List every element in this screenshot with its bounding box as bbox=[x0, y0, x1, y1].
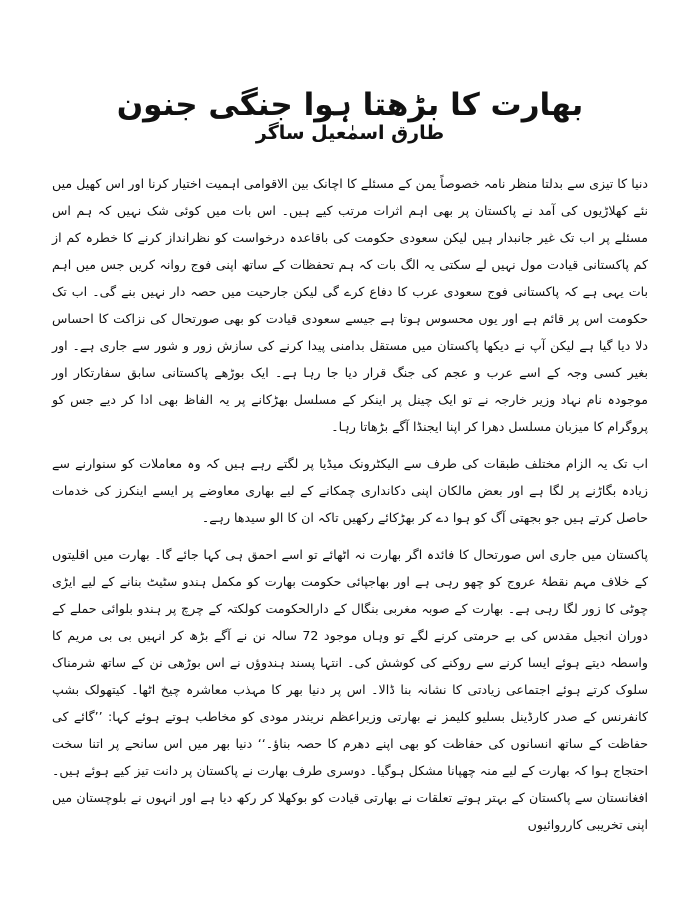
article-paragraph: اب تک یہ الزام مختلف طبقات کی طرف سے الیکٹرونک میڈیا پر لگتے رہے ہیں کہ وہ معاملات کو سنوارنے سے زیادہ بگاڑنے پر لگا ہے اور بعض مالکان اپنی دکانداری چمکانے کے لیے بھاری معاوضے پر ایسے اینکرز کی خدمات حاصل کرتے ہیں جو بجھتی آگ کو ہوا دے کر بھڑکائے رکھیں تاکہ ان کا الو سیدھا رہے۔ bbox=[52, 456, 648, 525]
article-paragraph: پاکستان میں جاری اس صورتحال کا فائدہ اگر بھارت نہ اٹھائے تو اسے احمق ہی کہا جائے گا۔ بھارت میں اقلیتوں کے خلاف مہم نقطۂ عروج کو چھو رہی ہے اور بھاجپائی حکومت بھارت کو مکمل ہندو سٹیٹ بنانے کے لیے ایڑی چوٹی کا زور لگا رہی ہے۔ بھارت کے صوبہ مغربی بنگال کے دارالحکومت کولکتہ کے چرچ پر ہندو بلوائی حملے کے دوران انجیل مقدس کی بے حرمتی کرنے لگے تو وہاں موجود 72 سالہ نن نے آگے بڑھ کر انہیں بی بی مریم کا واسطہ دیتے ہوئے ایسا کرنے سے روکنے کی کوشش کی۔ انتہا پسند ہندوؤں نے اس بوڑھی نن کے ساتھ شرمناک سلوک کرتے ہوئے اجتماعی زیادتی کا نشانہ بنا ڈالا۔ اس پر دنیا بھر کا مہذب معاشرہ چیخ اٹھا۔ کیتھولک بشپ کانفرنس کے صدر کارڈینل بسلیو کلیمز نے بھارتی وزیراعظم نریندر مودی کو مخاطب ہوتے ہوئے کہا: ’’گائے کی حفاظت کے ساتھ انسانوں کی حفاظت کو بھی اپنے دھرم کا حصہ بناؤ۔‘‘ دنیا بھر میں اس سانحے پر اتنا سخت احتجاج ہوا کہ بھارت کے لیے منہ چھپانا مشکل ہوگیا۔ دوسری طرف بھارت نے پاکستان پر دانت تیز کیے ہوئے ہیں۔ افغانستان سے پاکستان کے بہتر ہوتے تعلقات نے بھارتی قیادت کو بوکھلا کر رکھ دیا ہے اور انہوں نے بلوچستان میں اپنی تخریبی کارروائیوں bbox=[52, 547, 648, 832]
article-author: طارق اسمٰعیل ساگر bbox=[255, 122, 445, 144]
article-paragraph: دنیا کا تیزی سے بدلتا منظر نامہ خصوصاً یمن کے مسئلے کا اچانک بین الاقوامی اہمیت اختیار کرنا اور اس کھیل میں نئے کھلاڑیوں کی آمد نے پاکستان پر بھی اہم اثرات مرتب کیے ہیں۔ اس بات میں کوئی شک نہیں کہ ہم اس مسئلے پر اب تک غیر جانبدار ہیں لیکن سعودی حکومت کی باقاعدہ درخواست کو نظرانداز کرنے کا خطرہ کم از کم پاکستانی قیادت مول نہیں لے سکتی یہ الگ بات کہ ہم تحفظات کے ساتھ اپنی فوج روانہ کریں جس میں اہم بات یہی ہے کہ پاکستانی فوج سعودی عرب کا دفاع کرے گی لیکن جارحیت میں حصہ دار نہیں بنے گی۔ اب تک حکومت اس پر قائم ہے اور یوں محسوس ہوتا ہے جیسے سعودی قیادت کو بھی صورتحال کی نزاکت کا احساس دلا دیا گیا ہے لیکن آپ نے دیکھا پاکستان میں مستقل بدامنی پیدا کرنے کی سازش زور و شور سے جاری ہے۔ اور بغیر کسی وجہ کے اسے عرب و عجم کی جنگ قرار دیا جا رہا ہے۔ ایک بوڑھے پاکستانی سابق سفارتکار اور موجودہ نام نہاد وزیر خارجہ نے تو ایک چینل پر اینکر کے مسلسل بھڑکانے پر یہ الفاظ بھی ادا کر دیے جس کو پروگرام کا میزبان مسلسل دھرا کر اپنا ایجنڈا آگے بڑھاتا رہا۔ bbox=[52, 176, 648, 434]
article-title: بھارت کا بڑھتا ہوا جنگی جنون bbox=[116, 86, 584, 123]
article-body bbox=[52, 170, 648, 848]
